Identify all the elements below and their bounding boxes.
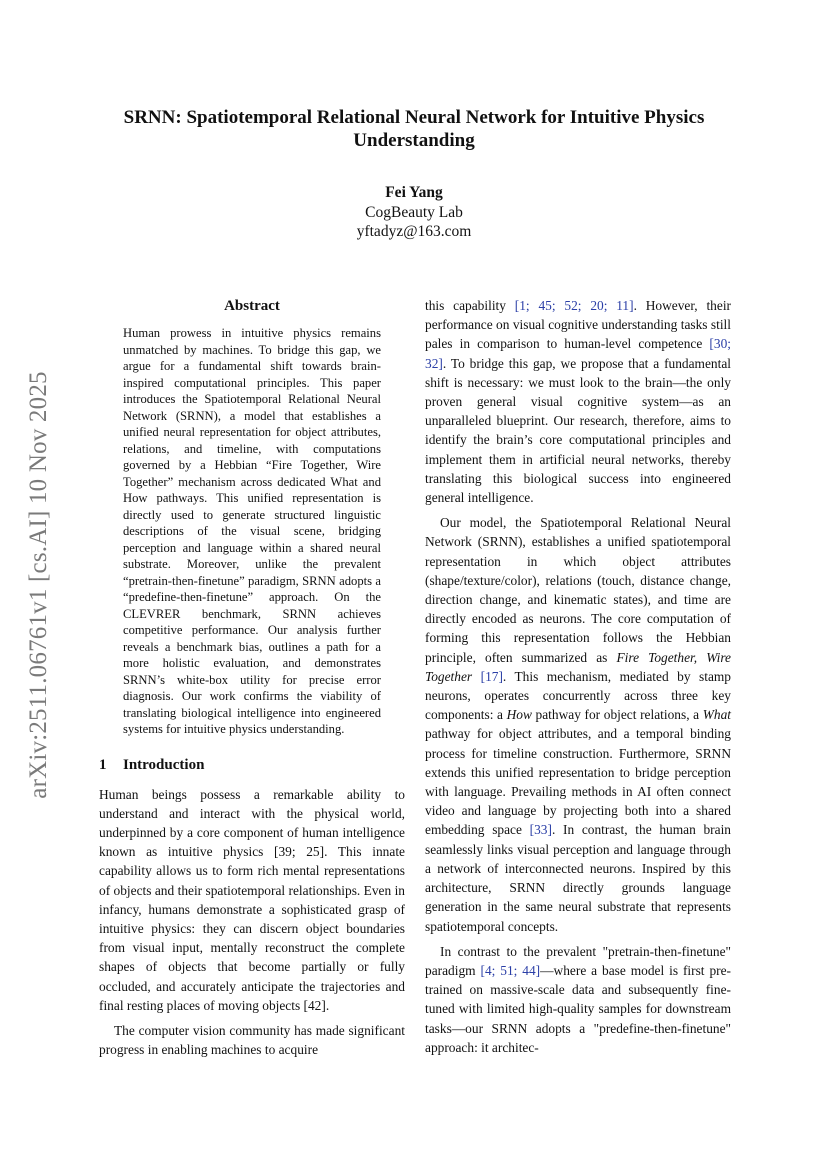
section-title: Introduction [123, 756, 205, 773]
arxiv-identifier: arXiv:2511.06761v1 [cs.AI] 10 Nov 2025 [25, 371, 52, 799]
paper-title: SRNN: Spatiotemporal Relational Neural Network for Intuitive Physics Understanding [123, 107, 705, 151]
intro-paragraph-2-continued: this capability [1; 45; 52; 20; 11]. However, their performance on visual cognitive understanding tasks still pales in comparison to human-level competence [30; 32]. To bridge this gap, we propose that a fundamental shift is necessary: we must look to the brain—the only proven general visual cognitive system—as an unparalleled blueprint. Our research, therefore, aims to identify the brain’s core computational principles and implement them in artificial neural networks, thereby translating this biological success into engineered general intelligence. [425, 298, 731, 506]
intro-paragraph-3: Our model, the Spatiotemporal Relational Neural Network (SRNN), establishes a unified spatiotemporal representation in which object attributes (shape/texture/color), relations (touch, distance change, direction change, and kinematic states), and time are directly encoded as neurons. The core computation of forming this representation follows the Hebbian principle, often summarized as Fire Together, Wire Together [17]. This mechanism, mediated by stamp neurons, operates concurrently across three key components: a How pathway for object relations, a What pathway for object attributes, and a temporal binding process for timeline construction. Furthermore, SRNN extends this unified representation to bridge perception with language. Prevailing methods in AI often connect video and language by projecting both into a shared embedding space [33]. In contrast, the human brain seamlessly links visual perception and language through a network of interconnected neurons. Inspired by this architecture, SRNN directly grounds language generation in the same neural substrate that represents spatiotemporal concepts. [425, 515, 731, 934]
left-column [99, 296, 405, 1059]
author-email: yftadyz@163.com [356, 223, 472, 240]
intro-paragraph-1: Human beings possess a remarkable ability to understand and interact with the physical world, underpinned by a core component of human intelligence known as intuitive physics [39; 25]. This innate capability allows us to form rich mental representations of objects and their spatiotemporal relationships. Even in infancy, humans demonstrate a sophisticated grasp of intuitive physics: they can discern object boundaries from visual input, mentally reconstruct the complete shapes of objects that become partially or fully occluded, and accurately anticipate the trajectories and final resting places of moving objects [42]. [99, 786, 405, 1013]
right-column [425, 296, 731, 1057]
section-number: 1 [99, 756, 107, 773]
author-block [100, 183, 728, 242]
author-affiliation: CogBeauty Lab [365, 203, 463, 221]
abstract-heading: Abstract [224, 298, 280, 314]
intro-paragraph-4: In contrast to the prevalent "pretrain-then-finetune" paradigm [4; 51; 44]—where a base model is first pre-trained on massive-scale data and subsequently fine-tuned with limited high-quality samples for downstream tasks—our SRNN adopts a "predefine-then-finetune" approach: it architec- [425, 943, 731, 1055]
abstract-body: Human prowess in intuitive physics remains unmatched by machines. To bridge this gap, we argue for a fundamental shift towards brain-inspired computational principles. This paper introduces the Spatiotemporal Relational Neural Network (SRNN), a model that establishes a unified neural representation for object attributes, relations, and timeline, with computations governed by a Hebbian “Fire Together, Wire Together” mechanism across dedicated What and How pathways. This unified representation is directly used to generate structured linguistic descriptions of the visual scene, bridging perception and language within a shared neural substrate. Moreover, unlike the prevalent “pretrain-then-finetune” paradigm, SRNN adopts a “predefine-then-finetune” approach. On the CLEVRER benchmark, SRNN achieves competitive performance. Our analysis further reveals a benchmark bias, outlines a path for a more holistic evaluation, and demonstrates SRNN’s white-box utility for precise error diagnosis. Our work confirms the viability of translating biological intelligence into engineered systems for intuitive physics understanding. [123, 326, 381, 736]
author-name: Fei Yang [385, 184, 443, 201]
section-heading [99, 757, 405, 774]
intro-paragraph-2-start: The computer vision community has made significant progress in enabling machines to acquire [99, 1022, 405, 1058]
